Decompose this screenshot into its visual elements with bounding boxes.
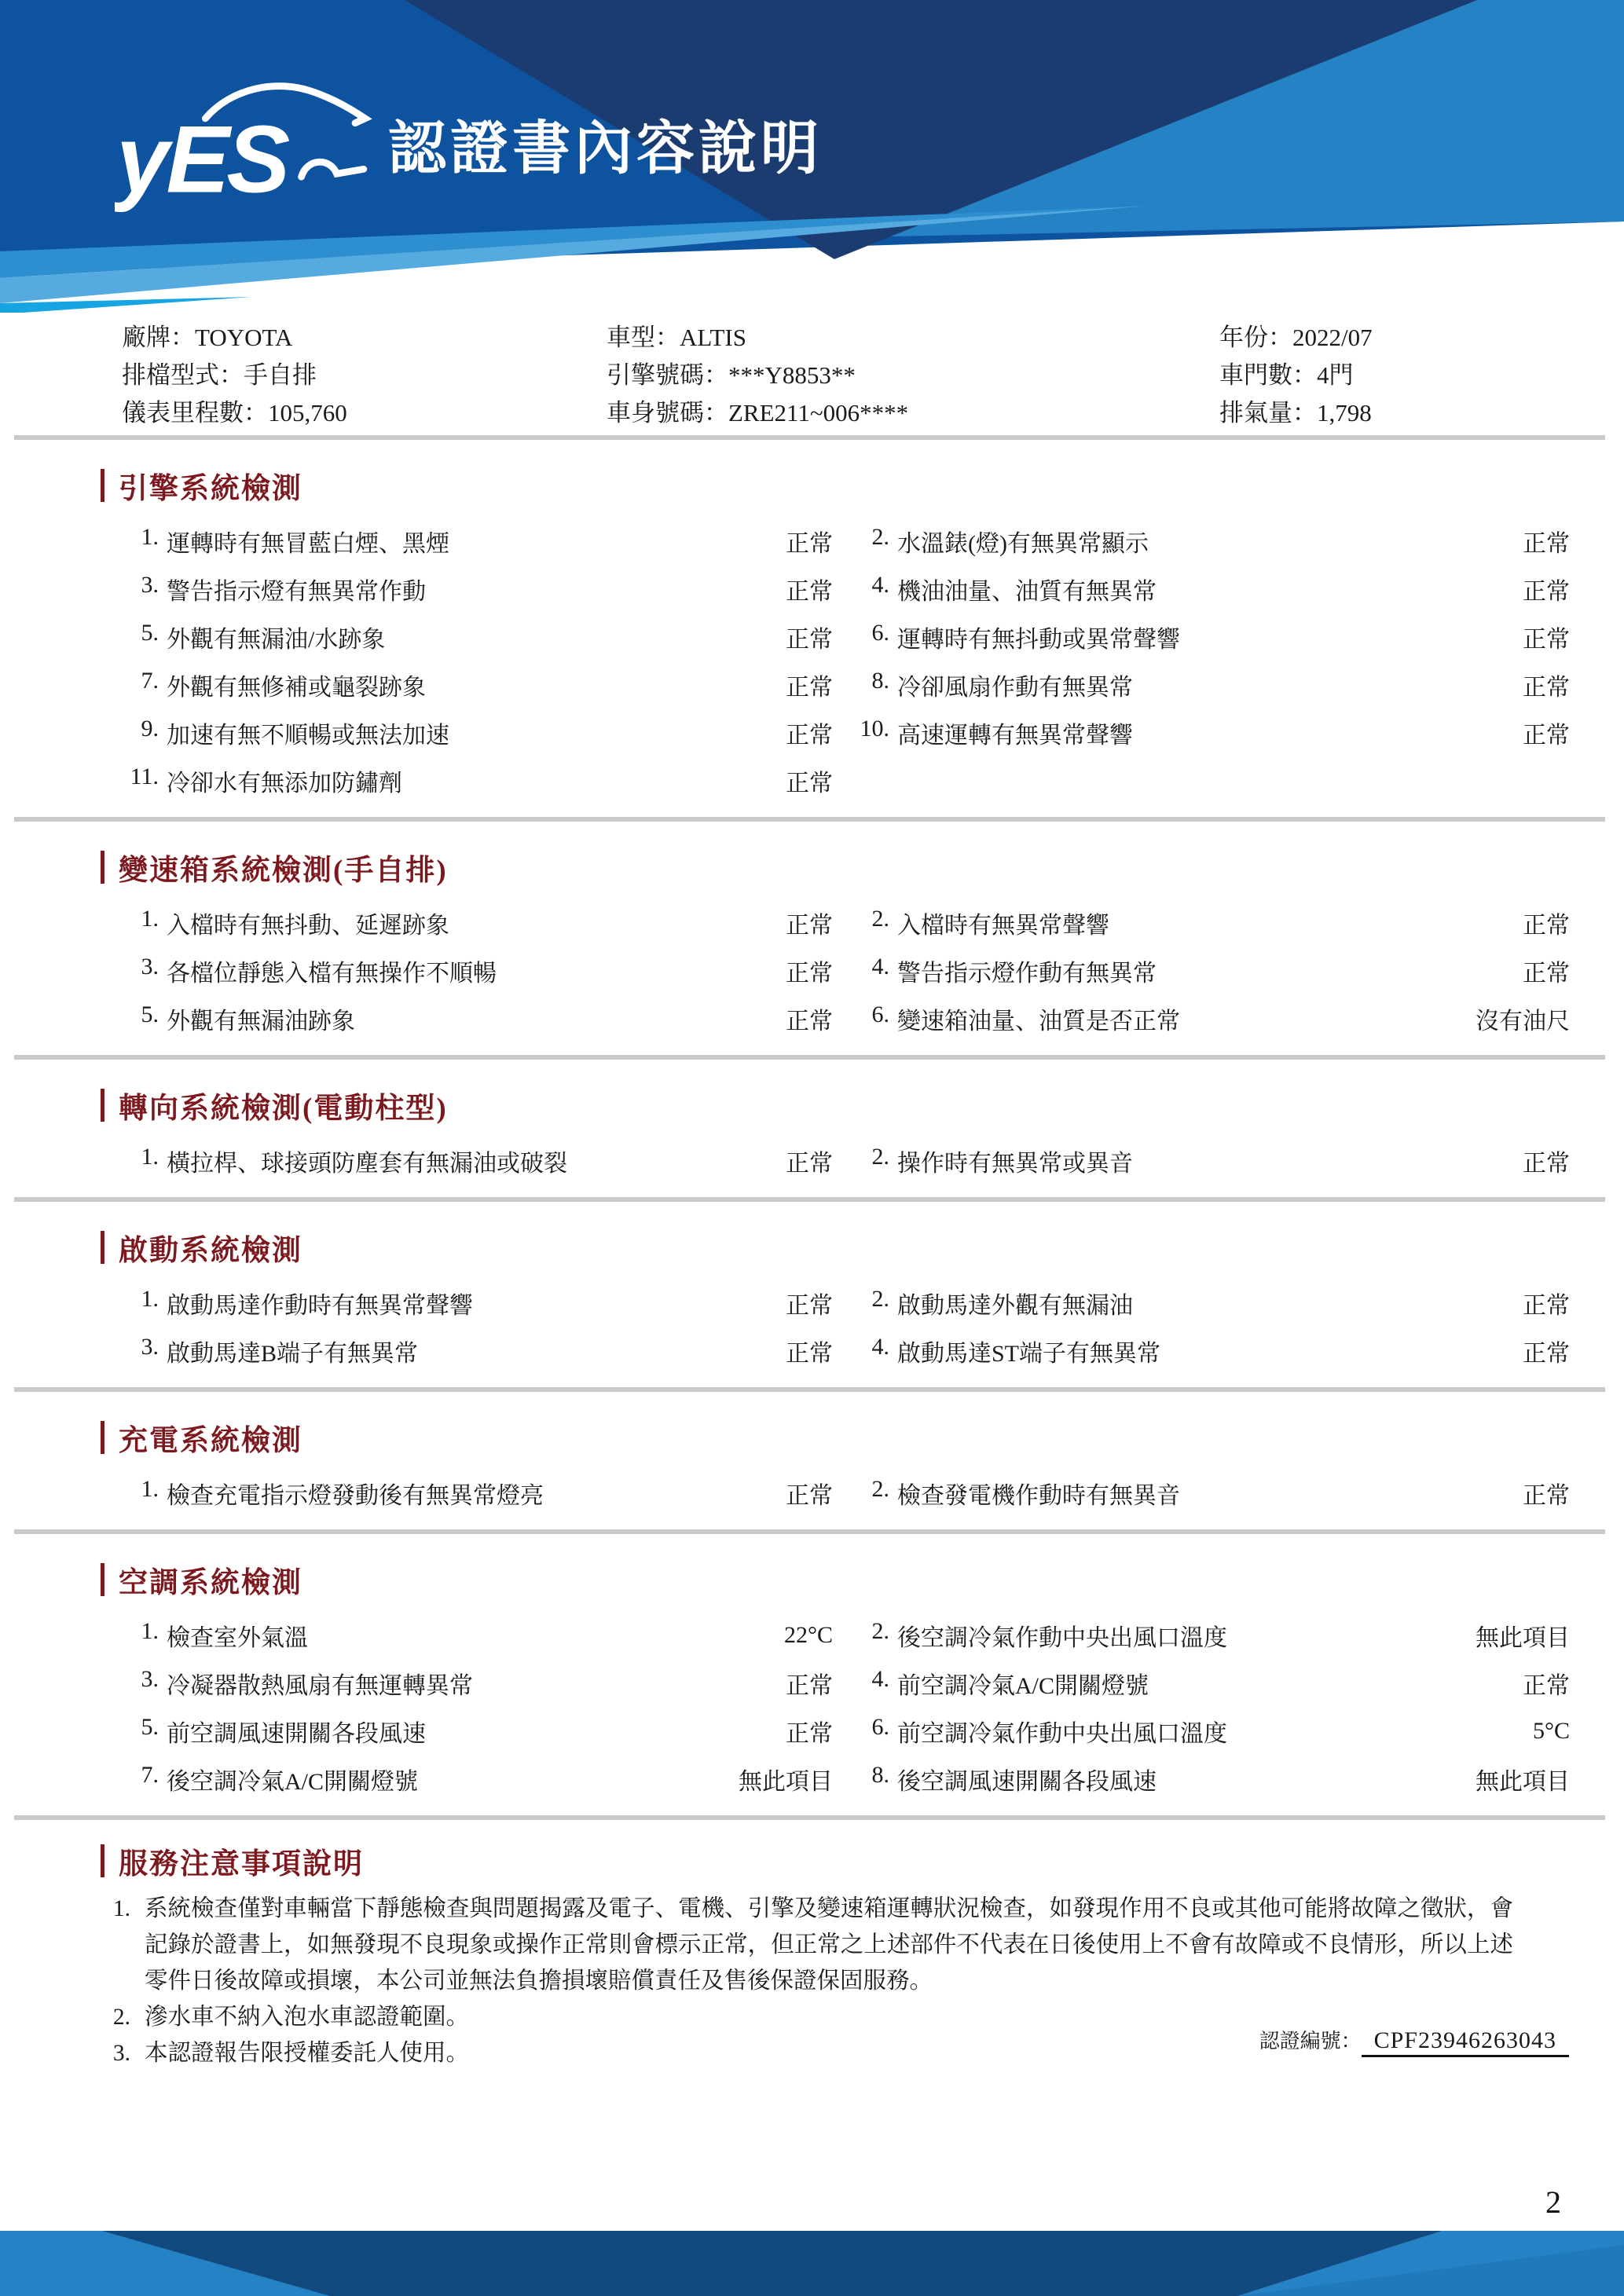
item-number: 10. [860,715,889,742]
item-result: 正常 [1523,674,1570,701]
inspection-section [0,850,1624,1060]
item-result: 正常 [1523,1292,1570,1319]
item-label: 加速有無不順暢或無法加速 [167,722,449,749]
section-rows [0,899,1624,1042]
item-number: 4. [871,1665,889,1692]
inspection-item [833,954,1405,988]
item-label: 啟動馬達作動時有無異常聲響 [167,1292,473,1319]
field-separator: ： [655,324,680,351]
item-number: 3. [141,1665,159,1692]
item-result: 正常 [786,1008,833,1034]
item-label: 入檔時有無抖動、延遲跡象 [167,912,449,939]
inspection-item [115,1666,673,1701]
section-title-row [0,1088,1624,1125]
item-label: 外觀有無漏油/水跡象 [167,626,386,653]
item-result: 正常 [786,674,833,701]
item-number: 11. [130,763,159,789]
inspection-row [0,1137,1624,1185]
section-title: 引擎系統檢測 [119,473,302,505]
inspection-item [833,668,1405,702]
inspection-row [0,1469,1624,1517]
section-divider [14,435,1605,440]
section-rows [0,1279,1624,1375]
note-text: 系統檢查僅對車輛當下靜態檢查與問題揭露及電子、電機、引擎及變速箱運轉狀況檢查，如發現作用不良或其他可能將故障之徵狀，會記錄於證書上，如無發現不良現象或操作正常則會標示正常，但正常之上述部件不代表在日後使用上不會有故障或不良情形，所以上述零件日後故障或損壞，本公司並無法負擔損壞賠償責任及售後保證保固服務。 [145,1896,1513,1994]
item-result: 正常 [1523,1672,1570,1699]
yes-logo [115,69,391,223]
field-label: 儀表里程數 [122,399,244,427]
field-value: 4門 [1317,361,1354,389]
section-title-bar [101,1089,104,1122]
item-number: 3. [141,1333,159,1360]
item-number: 5. [141,1001,159,1027]
item-label: 橫拉桿、球接頭防塵套有無漏油或破裂 [167,1150,567,1177]
item-number: 2. [871,1285,889,1312]
field-value: 2022/07 [1292,324,1373,351]
item-number: 3. [141,953,159,980]
field-separator: ： [1268,324,1292,351]
field-separator: ： [244,399,268,427]
field-value: TOYOTA [195,324,293,351]
field-value: 105,760 [268,399,347,427]
item-label: 檢查充電指示燈發動後有無異常燈亮 [167,1482,544,1509]
certificate-number: CPF23946263043 [1362,2027,1569,2057]
certificate-label: 認證編號： [1259,2030,1362,2052]
item-number: 1. [141,1475,159,1502]
inspection-item [833,524,1405,558]
item-label: 運轉時有無冒藍白煙、黑煙 [167,530,449,557]
inspection-item [833,620,1405,654]
item-label: 啟動馬達ST端子有無異常 [897,1340,1161,1367]
section-spacer [0,1185,1624,1194]
item-result: 無此項目 [1476,1768,1570,1795]
vehicle-info-field [607,394,908,432]
section-title-row [0,1420,1624,1455]
inspection-item [833,1618,1405,1653]
section-rows [0,1137,1624,1185]
inspection-item [115,668,673,702]
item-label: 啟動馬達外觀有無漏油 [897,1292,1133,1319]
item-label: 水溫錶(燈)有無異常顯示 [897,530,1149,557]
inspection-item [833,1002,1405,1036]
inspection-item [115,906,673,940]
inspection-row [0,899,1624,947]
field-separator: ： [1292,399,1317,427]
item-label: 檢查室外氣溫 [167,1624,308,1651]
inspection-section [0,1230,1624,1392]
section-spacer [0,1803,1624,1812]
inspection-item [115,1002,673,1036]
item-result: 正常 [1523,722,1570,749]
section-title-bar [101,1421,104,1454]
item-label: 後空調風速開關各段風速 [897,1768,1157,1795]
inspection-item [833,1334,1405,1368]
item-label: 冷卻水有無添加防鏽劑 [167,770,402,796]
item-number: 5. [141,1713,159,1740]
note-item [0,1891,1569,1999]
section-rows [0,1469,1624,1517]
page-footer [0,2231,1624,2296]
item-result: 正常 [786,1672,833,1699]
section-title-row [0,850,1624,887]
inspection-item [115,524,673,558]
item-result: 正常 [1523,1340,1570,1367]
inspection-item [115,954,673,988]
certificate-number-line [1259,2025,1569,2054]
item-number: 2. [871,1475,889,1502]
inspection-item [115,1762,673,1796]
inspection-section [0,1088,1624,1202]
inspection-row [0,613,1624,661]
item-result: 22°C [783,1621,833,1648]
item-label: 後空調冷氣A/C開關燈號 [167,1768,419,1795]
field-label: 年份 [1219,324,1268,351]
field-value: ZRE211~006**** [728,399,909,427]
item-number: 6. [871,1001,889,1027]
item-result: 正常 [786,530,833,557]
item-number: 4. [871,1333,889,1360]
inspection-item [115,1286,673,1320]
inspection-row [0,661,1624,709]
item-result: 正常 [786,626,833,653]
section-title-row [0,1562,1624,1597]
field-label: 車門數 [1219,361,1292,389]
inspection-item [115,1144,673,1178]
section-title-bar [101,469,104,502]
item-label: 後空調冷氣作動中央出風口溫度 [897,1624,1227,1651]
item-label: 前空調冷氣A/C開關燈號 [897,1672,1149,1699]
item-number: 8. [871,1761,889,1788]
section-divider [14,817,1605,822]
section-spacer [0,804,1624,814]
vehicle-info-row [0,357,1624,394]
item-number: 7. [141,1761,159,1788]
item-number: 3. [141,571,159,598]
item-label: 前空調風速開關各段風速 [167,1720,426,1747]
item-result: 正常 [786,912,833,939]
item-result: 正常 [786,1340,833,1367]
item-number: 6. [871,619,889,646]
item-number: 1. [141,905,159,932]
field-value: ***Y8853** [728,361,856,389]
note-text: 本認證報告限授權委託人使用。 [145,2041,470,2066]
item-label: 冷凝器散熱風扇有無運轉異常 [167,1672,473,1699]
item-number: 5. [141,619,159,646]
section-divider [14,1815,1605,1820]
notes-title-row [0,1844,1624,1878]
vehicle-info [0,313,1624,432]
item-number: 7. [141,667,159,694]
inspection-item [833,1476,1405,1511]
inspection-item [115,1476,673,1511]
item-number: 1. [141,1143,159,1170]
item-result: 正常 [786,1292,833,1319]
item-result: 正常 [1523,1482,1570,1509]
field-value: 手自排 [244,361,317,389]
item-result: 沒有油尺 [1476,1008,1570,1034]
item-number: 6. [871,1713,889,1740]
item-result: 無此項目 [1476,1624,1570,1651]
item-label: 入檔時有無異常聲響 [897,912,1109,939]
item-result: 正常 [786,770,833,796]
field-label: 引擎號碼 [607,361,704,389]
item-number: 2. [871,905,889,932]
item-number: 9. [141,715,159,742]
section-spacer [0,1042,1624,1052]
vehicle-info-field [122,394,347,432]
item-number: 4. [871,571,889,598]
inspection-item [833,1666,1405,1701]
section-title: 轉向系統檢測(電動柱型) [119,1093,448,1125]
item-result: 正常 [1523,530,1570,557]
item-result: 正常 [786,1150,833,1177]
inspection-row [0,709,1624,756]
field-label: 廠牌 [122,324,170,351]
inspection-item [115,716,673,750]
inspection-section [0,1562,1624,1820]
item-label: 運轉時有無抖動或異常聲響 [897,626,1180,653]
item-result: 正常 [786,960,833,987]
item-label: 檢查發電機作動時有無異音 [897,1482,1180,1509]
logo-text: yES [115,105,288,213]
vehicle-info-field [607,357,856,394]
vehicle-info-row [0,319,1624,357]
item-number: 2. [871,1143,889,1170]
field-label: 車身號碼 [607,399,704,427]
field-separator: ： [170,324,195,351]
inspection-row [0,1755,1624,1803]
section-title: 啟動系統檢測 [119,1235,302,1267]
vehicle-info-field [122,319,292,357]
section-title-row [0,1230,1624,1265]
note-number: 2. [112,2005,130,2030]
inspection-row [0,565,1624,613]
inspection-row [0,1279,1624,1327]
section-title: 充電系統檢測 [119,1425,302,1457]
inspection-item [115,572,673,606]
note-number: 3. [112,2041,130,2066]
document-body [0,313,1624,2071]
section-title-row [0,468,1624,503]
section-title-bar [101,1231,104,1264]
vehicle-info-field [607,319,746,357]
item-number: 8. [871,667,889,694]
field-separator: ： [704,399,728,427]
item-result: 正常 [1523,912,1570,939]
section-divider [14,1529,1605,1534]
inspection-item [833,1762,1405,1796]
field-value: 1,798 [1317,399,1372,427]
item-label: 高速運轉有無異常聲響 [897,722,1133,749]
vehicle-info-field [1219,357,1354,394]
item-label: 警告指示燈作動有無異常 [897,960,1157,987]
car-silhouette-icon [115,69,391,223]
field-label: 排檔型式 [122,361,219,389]
inspection-item [833,906,1405,940]
field-separator: ： [1292,361,1317,389]
inspection-item [833,1286,1405,1320]
field-label: 排氣量 [1219,399,1292,427]
item-label: 機油油量、油質有無異常 [897,578,1157,605]
vehicle-info-row [0,394,1624,432]
item-result: 無此項目 [739,1768,833,1795]
inspection-item [115,1618,673,1653]
section-divider [14,1197,1605,1202]
page-number: 2 [1545,2184,1561,2220]
inspection-row [0,756,1624,804]
section-rows [0,1611,1624,1803]
field-separator: ： [219,361,244,389]
inspection-item [115,620,673,654]
footer-background [0,2231,1624,2296]
item-result: 正常 [1523,1150,1570,1177]
inspection-row [0,1707,1624,1755]
item-label: 各檔位靜態入檔有無操作不順暢 [167,960,497,987]
item-result: 正常 [786,722,833,749]
notes-title: 服務注意事項說明 [119,1848,364,1880]
section-title-bar [101,851,104,884]
item-result: 正常 [786,1720,833,1747]
item-label: 冷卻風扇作動有無異常 [897,674,1133,701]
page-title: 認證書內容說明 [388,115,823,181]
item-label: 操作時有無異常或異音 [897,1150,1133,1177]
field-separator: ： [704,361,728,389]
vehicle-info-field [122,357,317,394]
item-result: 正常 [1523,578,1570,605]
inspection-item [833,716,1405,750]
inspection-row [0,1659,1624,1707]
item-label: 變速箱油量、油質是否正常 [897,1008,1180,1034]
section-spacer [0,1517,1624,1526]
section-title: 空調系統檢測 [119,1567,302,1599]
section-spacer [0,1375,1624,1384]
inspection-item [115,1714,673,1749]
item-result: 正常 [1523,960,1570,987]
inspection-item [115,1334,673,1368]
note-number: 1. [112,1896,130,1921]
note-text: 滲水車不納入泡水車認證範圍。 [145,2005,470,2030]
vehicle-info-field [1219,394,1372,432]
inspection-item [833,572,1405,606]
inspection-row [0,1327,1624,1375]
inspection-item [833,1144,1405,1178]
section-rows [0,517,1624,804]
field-value: ALTIS [680,324,746,351]
inspection-item [833,1714,1405,1749]
inspection-row [0,994,1624,1042]
inspection-section [0,468,1624,822]
inspection-sections [0,468,1624,1820]
inspection-row [0,947,1624,994]
item-result: 5°C [1532,1717,1570,1744]
inspection-section [0,1420,1624,1534]
section-title-bar [101,1563,104,1596]
item-label: 外觀有無修補或龜裂跡象 [167,674,426,701]
inspection-row [0,517,1624,565]
item-number: 2. [871,523,889,550]
section-title-bar [101,1844,104,1877]
item-label: 外觀有無漏油跡象 [167,1008,355,1034]
item-label: 警告指示燈有無異常作動 [167,578,426,605]
item-number: 4. [871,953,889,980]
item-result: 正常 [786,1482,833,1509]
vehicle-info-field [1219,319,1373,357]
item-number: 1. [141,523,159,550]
inspection-row [0,1611,1624,1659]
section-title: 變速箱系統檢測(手自排) [119,855,448,887]
item-result: 正常 [1523,626,1570,653]
inspection-item [115,764,673,798]
item-label: 前空調冷氣作動中央出風口溫度 [897,1720,1227,1747]
item-number: 1. [141,1285,159,1312]
item-number: 2. [871,1617,889,1644]
item-number: 1. [141,1617,159,1644]
field-label: 車型 [607,324,655,351]
section-divider [14,1055,1605,1060]
page-header [0,0,1624,313]
item-label: 啟動馬達B端子有無異常 [167,1340,419,1367]
section-divider [14,1387,1605,1392]
item-result: 正常 [786,578,833,605]
